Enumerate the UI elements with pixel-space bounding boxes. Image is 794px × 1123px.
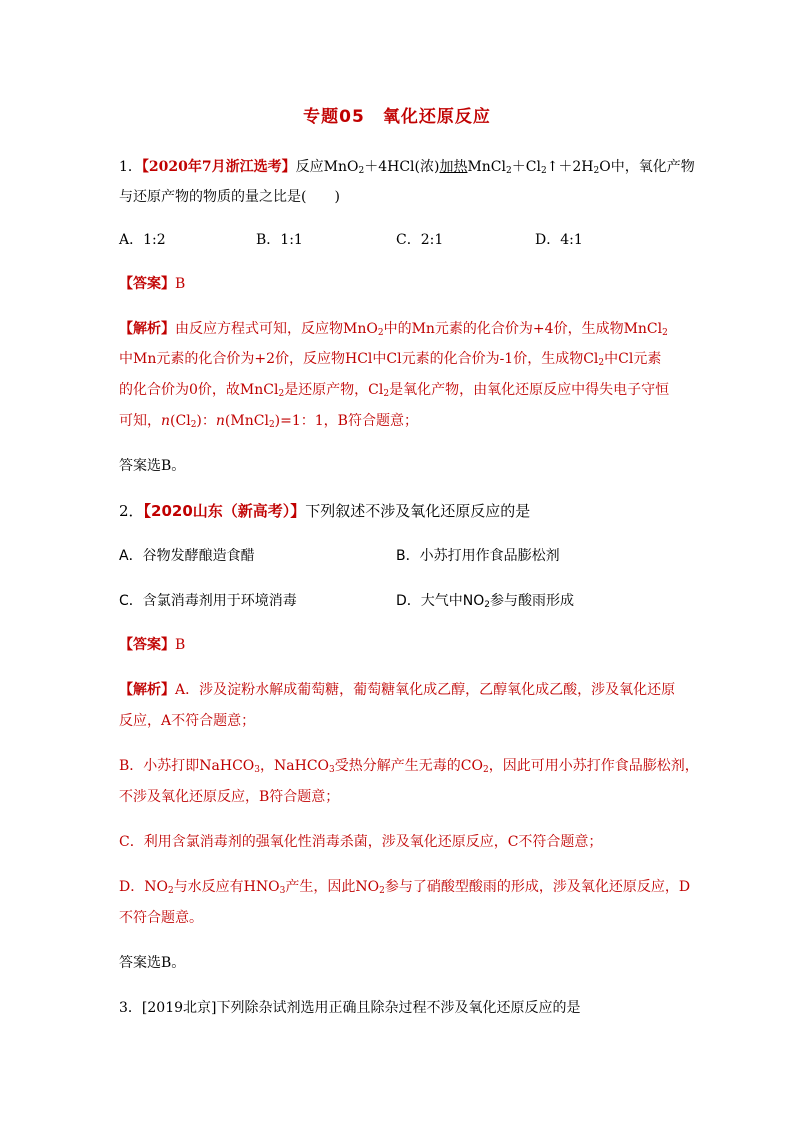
reaction-condition: 加热 [439, 159, 468, 175]
q2-analysis-a-line1: 【解析】A．涉及淀粉水解成葡萄糖，葡萄糖氧化成乙醇，乙醇氧化成乙酸，涉及氧化还原 [119, 682, 676, 698]
q1-option-a: A．1:2 [119, 232, 166, 248]
q2-analysis-d-line1: D．$NO_2$与水反应有$HNO_3$产生，因此$NO_2$参与了硝酸型酸雨的形成，涉及氧化还原反应，D [119, 879, 691, 896]
q1-analysis-line4: 可知，$n(Cl_2)$：n(MnCl$_2$)=1：1，B符合题意； [119, 413, 418, 430]
q2-number: 2． [119, 502, 144, 520]
q3-source: [2019北京] [141, 1000, 217, 1016]
q2-source: 【2020山东（新高考）】 [143, 502, 306, 520]
q1-analysis-line2: 中Mn元素的化合价为+2价，反应物HCl中Cl元素的化合价为-1价，生成物$Cl_2$中Cl元素 [119, 351, 662, 368]
q2-option-a: A．谷物发酵酿造食醋 [119, 548, 255, 564]
q2-option-d: D．大气中$NO_2$参与酸雨形成 [396, 593, 575, 610]
q1-analysis-line3: 的化合价为0价，故MnCl$_2$是还原产物，$Cl_2$是氧化产物，由氧化还原反应中得失电子守恒 [119, 382, 670, 399]
q1-answer: 【答案】B [119, 276, 186, 292]
q1-analysis-line1: 【解析】由反应方程式可知，反应物MnO$_2$中的Mn元素的化合价为+4价，生成物MnCl$_2$ [119, 321, 668, 338]
q1-option-b: B．1:1 [256, 232, 303, 248]
q3-stem: 3．[2019北京]下列除杂试剂选用正确且除杂过程不涉及氧化还原反应的是 [119, 1000, 581, 1016]
q2-analysis-b-line2: 不涉及氧化还原反应，B符合题意； [119, 789, 340, 805]
q2-option-b: B．小苏打用作食品膨松剂 [396, 548, 560, 564]
q2-answer: 【答案】B [119, 637, 186, 653]
q1-stem-line1: 1．【2020年7月浙江选考】反应MnO$_2$＋4HCl(浓)加热$MnCl_2+Cl_2↑+2H_2O$中，氧化产物 [119, 159, 695, 176]
q1-stem-line2: 与还原产物的物质的量之比是( ) [119, 189, 340, 205]
page-title: 专题05 氧化还原反应 [303, 107, 491, 127]
q2-analysis-d-line2: 不符合题意。 [119, 910, 203, 926]
q1-option-c: C．2:1 [396, 232, 444, 248]
q2-analysis-b-line1: B．小苏打即NaHCO$_3$，NaHCO$_3$受热分解产生无毒的$CO_2$，因此可用小苏打作食品膨松剂， [119, 758, 699, 775]
q1-number: 1． [119, 159, 142, 175]
q1-option-d: D．4:1 [535, 232, 583, 248]
q1-final-answer: 答案选B。 [119, 458, 186, 474]
q2-analysis-a-line2: 反应，A不符合题意； [119, 713, 256, 729]
q3-number: 3． [119, 1000, 142, 1016]
q1-source: 【2020年7月浙江选考】 [141, 159, 296, 175]
q2-analysis-c-line1: C．利用含氯消毒剂的强氧化性消毒杀菌，涉及氧化还原反应，C不符合题意； [119, 834, 603, 850]
q2-option-c: C．含氯消毒剂用于环境消毒 [119, 593, 297, 609]
q2-final-answer: 答案选B。 [119, 955, 186, 971]
q2-stem: 2．【2020山东（新高考）】下列叙述不涉及氧化还原反应的是 [119, 502, 531, 520]
